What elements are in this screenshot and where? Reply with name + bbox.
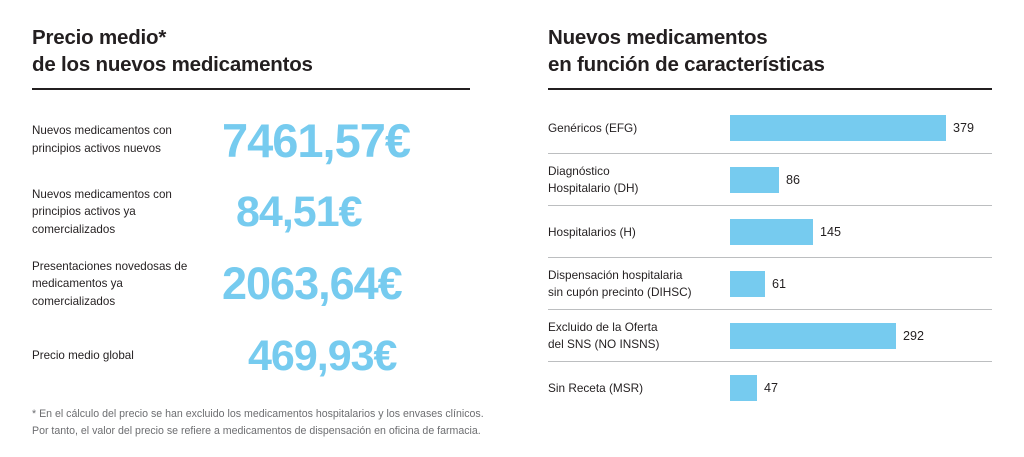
price-label: Nuevos medicamentos con principios activos ya comercializados <box>32 187 172 236</box>
bar-label <box>548 319 730 353</box>
bar-label <box>548 163 730 197</box>
bar-label-line1: Excluido de la Oferta <box>548 320 658 335</box>
bar-label <box>548 224 730 241</box>
average-price-panel <box>32 24 472 392</box>
list-item <box>32 248 472 320</box>
bar-value: 61 <box>772 277 787 292</box>
price-value: 84,51€ <box>236 187 362 236</box>
bar-label-line1: Genéricos (EFG) <box>548 120 638 135</box>
bar-label-line1: Diagnóstico <box>548 164 610 179</box>
bar-fill <box>730 115 946 141</box>
price-label: Nuevos medicamentos con principios activos nuevos <box>32 124 172 156</box>
footnote-line1: * En el cálculo del precio se han excluido los medicamentos hospitalarios y los envases clínicos. <box>32 408 484 420</box>
bar-track <box>730 219 992 245</box>
bar-track <box>730 375 992 401</box>
bar-label <box>548 120 730 137</box>
list-item <box>32 176 472 248</box>
bar-label-line2: Hospitalario (DH) <box>548 181 639 196</box>
bar-track <box>730 323 992 349</box>
page-title-left <box>32 24 472 78</box>
price-value: 469,93€ <box>248 331 397 380</box>
price-list <box>32 104 472 392</box>
bar-label-line1: Sin Receta (MSR) <box>548 380 644 395</box>
bar-value: 86 <box>786 173 801 188</box>
bar-fill <box>730 271 765 297</box>
bar-label-line2: sin cupón precinto (DIHSC) <box>548 285 692 300</box>
table-row <box>548 310 992 362</box>
bar-label-line1: Hospitalarios (H) <box>548 224 636 239</box>
price-label: Precio medio global <box>32 349 134 363</box>
bar-label-line2: del SNS (NO INSNS) <box>548 337 660 352</box>
characteristics-panel <box>548 24 992 414</box>
right-title-line1: Nuevos medicamentos <box>548 26 768 49</box>
left-title-line2: de los nuevos medicamentos <box>32 53 313 77</box>
footnote <box>32 406 502 440</box>
list-item <box>32 104 472 176</box>
left-title-divider <box>32 88 470 90</box>
page-title-right <box>548 24 992 78</box>
bar-label <box>548 380 730 397</box>
price-value: 7461,57€ <box>222 113 411 167</box>
table-row <box>548 258 992 310</box>
list-item <box>32 320 472 392</box>
bar-track <box>730 271 992 297</box>
bar-fill <box>730 219 813 245</box>
bar-value: 145 <box>820 225 842 240</box>
price-value: 2063,64€ <box>222 258 402 310</box>
price-label: Presentaciones novedosas de medicamentos ya comercializados <box>32 259 188 308</box>
bar-value: 379 <box>953 121 975 136</box>
bar-value: 47 <box>764 381 779 396</box>
bar-label <box>548 267 730 301</box>
table-row <box>548 206 992 258</box>
bar-fill <box>730 167 779 193</box>
right-title-line2: en función de características <box>548 53 825 77</box>
right-title-divider <box>548 88 992 90</box>
table-row <box>548 362 992 414</box>
table-row <box>548 154 992 206</box>
bar-value: 292 <box>903 329 925 344</box>
bar-fill <box>730 375 757 401</box>
left-title-line1: Precio medio* <box>32 26 167 49</box>
bar-label-line1: Dispensación hospitalaria <box>548 268 683 283</box>
bar-track <box>730 167 992 193</box>
bar-fill <box>730 323 896 349</box>
table-row <box>548 102 992 154</box>
bar-track <box>730 115 992 141</box>
bar-chart <box>548 102 992 414</box>
footnote-line2: Por tanto, el valor del precio se refiere a medicamentos de dispensación en oficina de farmacia. <box>32 425 481 438</box>
